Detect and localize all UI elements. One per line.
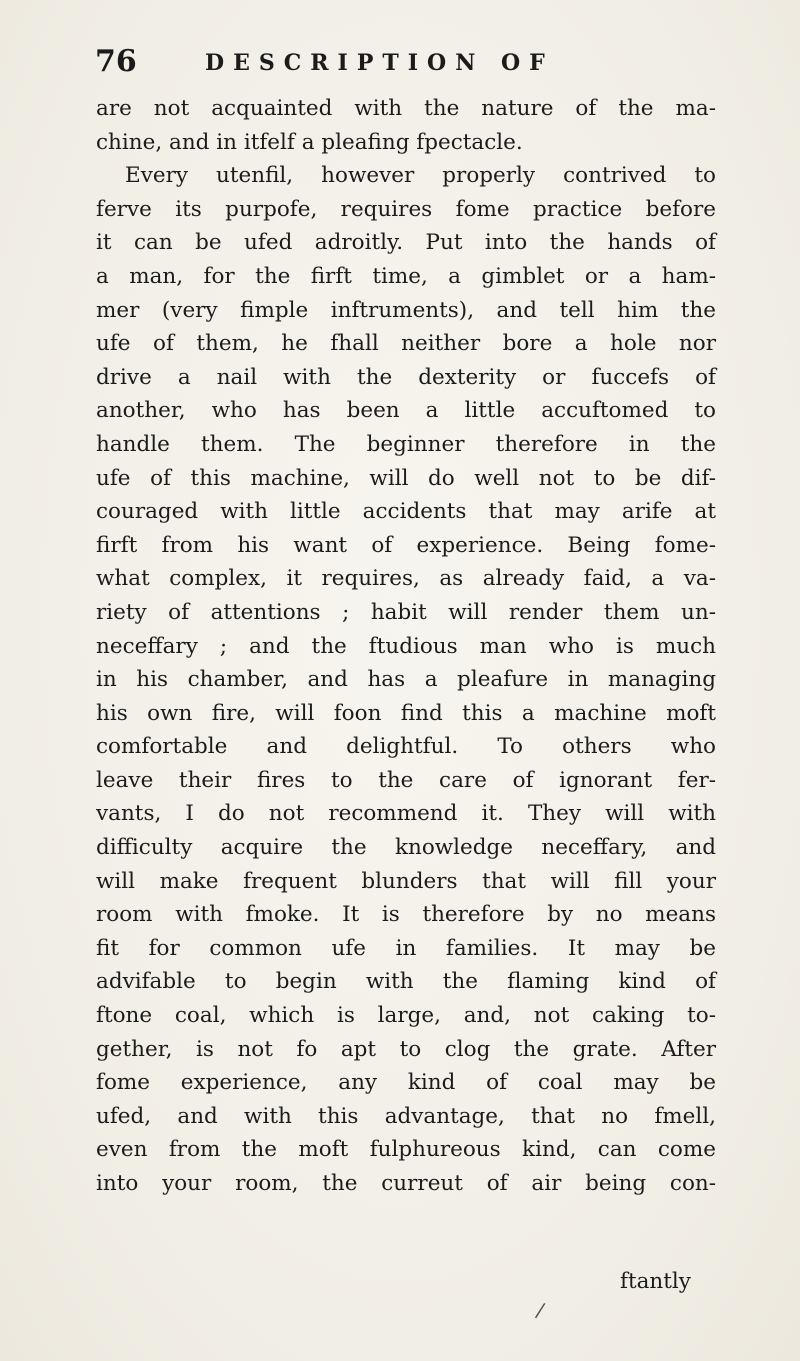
text-line: drive a nail with the dexterity or fuccefs of (96, 364, 716, 390)
text-line: will make frequent blunders that will fill your (96, 868, 716, 894)
text-line: difficulty acquire the knowledge neceffary, and (96, 835, 716, 861)
text-line: firft from his want of experience. Being fome- (96, 532, 716, 558)
body-text (96, 92, 716, 1201)
text-line: ufe of them, he fhall neither bore a hole nor (96, 331, 716, 357)
text-line: comfortable and delightful. To others who (96, 734, 716, 760)
text-line: ftone coal, which is large, and, not caking to- (96, 1003, 716, 1029)
text-line: into your room, the curreut of air being con- (96, 1171, 716, 1196)
running-head: DESCRIPTION OF (205, 50, 554, 76)
text-line: neceffary ; and the ftudious man who is much (96, 633, 716, 659)
text-line: even from the moft fulphureous kind, can come (96, 1137, 716, 1163)
catchword: ftantly (620, 1269, 691, 1294)
text-line: ufed, and with this advantage, that no fmell, (96, 1103, 716, 1129)
text-line: it can be ufed adroitly. Put into the hands of (96, 230, 716, 256)
text-line: handle them. The beginner therefore in the (96, 431, 716, 457)
text-line: fit for common ufe in families. It may be (96, 935, 716, 961)
text-line: ufe of this machine, will do well not to be dif- (96, 465, 716, 491)
text-line: are not acquainted with the nature of the ma- (96, 96, 716, 121)
text-line: chine, and in itfelf a pleafing fpectacle. (96, 129, 523, 155)
text-line: a man, for the firft time, a gimblet or a ham- (96, 263, 716, 289)
text-line: vants, I do not recommend it. They will with (96, 801, 716, 827)
text-line: mer (very fimple inftruments), and tell him the (96, 297, 716, 323)
text-line: room with fmoke. It is therefore by no means (96, 902, 716, 928)
text-line: his own fire, will foon find this a machine moft (96, 700, 716, 726)
text-line: couraged with little accidents that may arife at (96, 499, 716, 525)
text-line: advifable to begin with the flaming kind of (96, 969, 716, 995)
text-line: ferve its purpofe, requires fome practice before (96, 196, 716, 222)
page-number: 76 (95, 44, 137, 79)
text-line: fome experience, any kind of coal may be (96, 1070, 716, 1096)
text-line: gether, is not fo apt to clog the grate. After (96, 1036, 716, 1062)
text-line: riety of attentions ; habit will render them un- (96, 599, 716, 625)
text-line: what complex, it requires, as already faid, a va- (96, 566, 716, 592)
text-line: leave their fires to the care of ignorant fer- (96, 767, 716, 793)
text-line: in his chamber, and has a pleafure in managing (96, 667, 716, 693)
text-line: Every utenfil, however properly contrived to (125, 163, 716, 189)
stray-ink-mark: / (534, 1297, 547, 1323)
text-line: another, who has been a little accuftomed to (96, 398, 716, 424)
page-header (95, 44, 715, 84)
